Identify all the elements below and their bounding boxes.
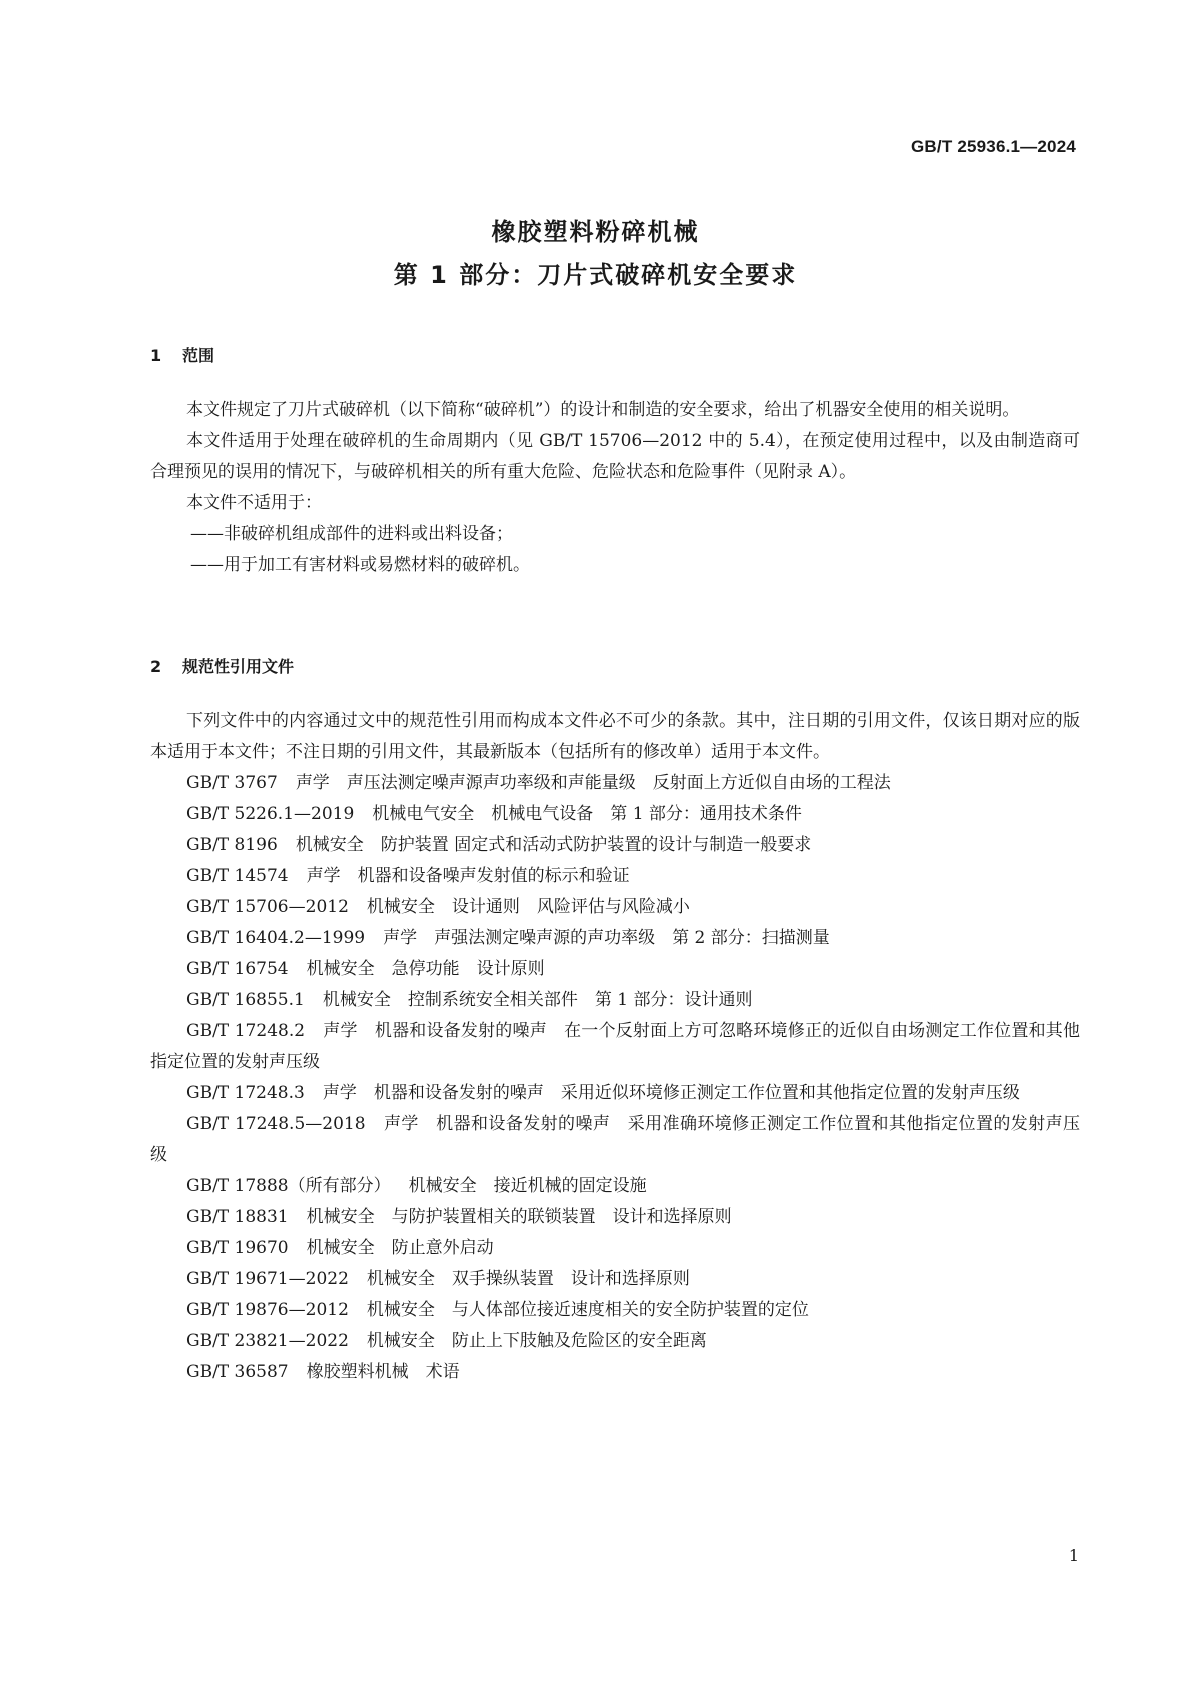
reference-item [150,1326,1080,1357]
paragraph: 本文件规定了刀片式破碎机（以下简称“破碎机”）的设计和制造的安全要求，给出了机器安全使用的相关说明。 [186,400,1020,420]
page-number: 1 [1068,1546,1079,1565]
list-item: ——非破碎机组成部件的进料或出料设备； [190,524,513,544]
reference-item [150,1171,1080,1202]
reference-code: GB/T 19670 [186,1238,289,1258]
reference-code: GB/T 19671—2022 [186,1269,349,1289]
reference-title: 声学 声强法测定噪声源的声功率级 第 2 部分：扫描测量 [383,928,830,948]
reference-item [150,1078,1080,1109]
reference-item [150,1016,1080,1078]
reference-code: GB/T 36587 [186,1362,289,1382]
reference-title: 声学 机器和设备发射的噪声 采用准确环境修正测定工作位置和其他指定位置的发射声压级 [150,1114,1081,1165]
reference-code: GB/T 17248.3 [186,1083,305,1103]
reference-title: 声学 机器和设备噪声发射值的标示和验证 [306,866,630,886]
reference-code: GB/T 3767 [186,773,278,793]
reference-title: 机械安全 防止意外启动 [306,1238,494,1258]
reference-title: 机械电气安全 机械电气设备 第 1 部分：通用技术条件 [372,804,802,824]
reference-code: GB/T 16754 [186,959,289,979]
reference-title: 机械安全 急停功能 设计原则 [306,959,545,979]
reference-item [150,1264,1080,1295]
paragraph: 本文件不适用于： [186,493,322,513]
section-title: 范围 [182,346,215,365]
section-number: 2 [150,657,162,676]
standard-number: GB/T 25936.1—2024 [911,137,1076,156]
paragraph: 本文件适用于处理在破碎机的生命周期内（见 GB/T 15706—2012 中的 5.4），在预定使用过程中，以及由制造商可合理预见的误用的情况下，与破碎机相关的所有重大危险、危险状态和危险事件（见附录 A）。 [150,431,1080,482]
reference-title: 机械安全 与人体部位接近速度相关的安全防护装置的定位 [366,1300,809,1320]
reference-code: GB/T 18831 [186,1207,289,1227]
reference-title: 机械安全 防护装置 固定式和活动式防护装置的设计与制造一般要求 [295,835,812,855]
reference-item [150,768,1080,799]
reference-title: 机械安全 与防护装置相关的联锁装置 设计和选择原则 [306,1207,732,1227]
reference-item [150,1109,1080,1171]
reference-item [150,892,1080,923]
reference-title: 机械安全 控制系统安全相关部件 第 1 部分：设计通则 [322,990,753,1010]
reference-code: GB/T 16855.1 [186,990,305,1010]
reference-item [150,1233,1080,1264]
section-2-body [150,706,1080,1388]
reference-code: GB/T 8196 [186,835,278,855]
reference-code: GB/T 17888（所有部分） [186,1176,391,1196]
reference-code: GB/T 17248.5—2018 [186,1114,366,1134]
reference-title: 橡胶塑料机械 术语 [306,1362,460,1382]
section-1-body [150,395,1080,581]
reference-title: 机械安全 设计通则 风险评估与风险减小 [366,897,690,917]
document-title: 橡胶塑料粉碎机械 [491,218,700,246]
reference-code: GB/T 16404.2—1999 [186,928,366,948]
document-subtitle: 第 1 部分：刀片式破碎机安全要求 [393,261,798,289]
reference-title: 机械安全 接近机械的固定设施 [408,1176,647,1196]
reference-title: 机械安全 双手操纵装置 设计和选择原则 [366,1269,690,1289]
reference-item [150,985,1080,1016]
section-1-heading [150,343,214,366]
reference-code: GB/T 14574 [186,866,289,886]
reference-code: GB/T 5226.1—2019 [186,804,355,824]
section-number: 1 [150,346,162,365]
reference-code: GB/T 19876—2012 [186,1300,349,1320]
section-title: 规范性引用文件 [182,657,295,676]
reference-item [150,954,1080,985]
reference-code: GB/T 17248.2 [186,1021,306,1041]
reference-title: 声学 声压法测定噪声源声功率级和声能量级 反射面上方近似自由场的工程法 [295,773,891,793]
reference-title: 声学 机器和设备发射的噪声 在一个反射面上方可忽略环境修正的近似自由场测定工作位置和其他指定位置的发射声压级 [150,1021,1080,1072]
list-item: ——用于加工有害材料或易燃材料的破碎机。 [190,555,530,575]
section-2-heading [150,654,294,677]
reference-title: 声学 机器和设备发射的噪声 采用近似环境修正测定工作位置和其他指定位置的发射声压级 [322,1083,1020,1103]
reference-item [150,830,1080,861]
reference-item [150,923,1080,954]
reference-code: GB/T 15706—2012 [186,897,349,917]
reference-item [150,1357,1080,1388]
reference-item [150,799,1080,830]
reference-item [150,1202,1080,1233]
paragraph: 下列文件中的内容通过文中的规范性引用而构成本文件必不可少的条款。其中，注日期的引用文件，仅该日期对应的版本适用于本文件；不注日期的引用文件，其最新版本（包括所有的修改单）适用于本文件。 [150,711,1080,762]
reference-code: GB/T 23821—2022 [186,1331,349,1351]
reference-item [150,861,1080,892]
reference-item [150,1295,1080,1326]
reference-title: 机械安全 防止上下肢触及危险区的安全距离 [366,1331,707,1351]
